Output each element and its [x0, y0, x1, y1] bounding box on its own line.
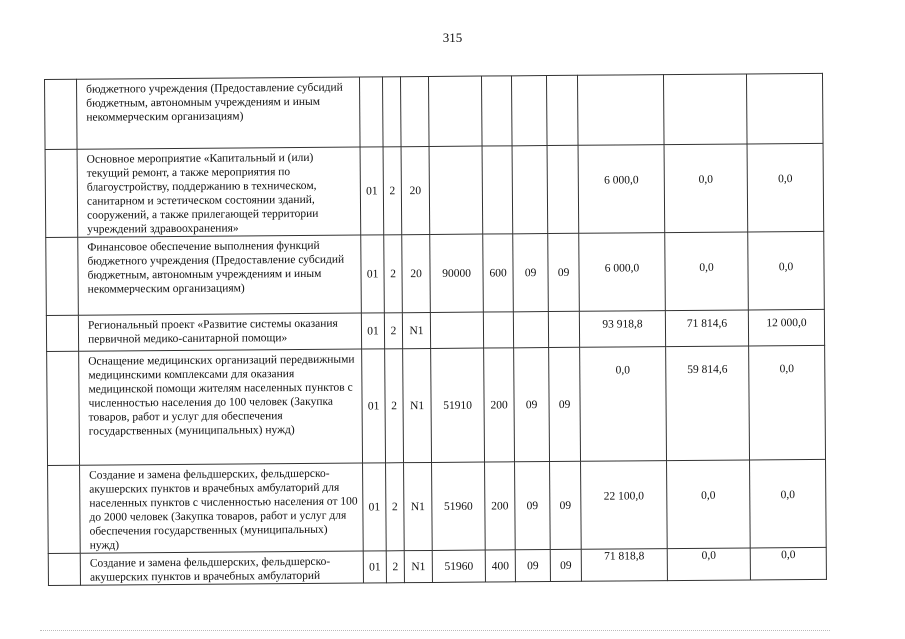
- code-cell-c4: [429, 146, 483, 234]
- code-cell-c5: 200: [484, 348, 515, 462]
- amount-cell-s2: 59 814,6: [666, 346, 750, 461]
- code-cell-c4: 90000: [430, 234, 484, 312]
- code-cell-c1: 01: [363, 463, 387, 551]
- code-cell-c7: [547, 145, 579, 233]
- code-cell-c3: N1: [403, 348, 432, 462]
- amount-cell-s3: 0,0: [750, 547, 826, 580]
- row-number-cell: [45, 79, 78, 149]
- code-cell-c6: 09: [513, 234, 549, 312]
- code-cell-c6: [512, 146, 548, 234]
- code-cell-c5: 200: [485, 462, 516, 550]
- amount-cell-s3: 0,0: [747, 143, 824, 232]
- code-cell-c2: 2: [384, 235, 403, 313]
- code-cell-c2: 2: [383, 147, 402, 235]
- amount-cell-s2: [663, 74, 747, 145]
- code-cell-c5: [481, 76, 512, 146]
- amount-cell-s1: 93 918,8: [579, 311, 665, 348]
- code-cell-c6: [511, 76, 547, 146]
- table-row: [48, 459, 827, 553]
- row-name-cell: бюджетного учреждения (Предоставление субсидий бюджетным, автономным учреждениям и иным некоммерческим организациям): [77, 77, 361, 149]
- amount-cell-s1: [577, 75, 664, 146]
- code-cell-c2: 2: [386, 551, 404, 583]
- code-cell-c5: [483, 312, 513, 348]
- table-row: [46, 309, 824, 351]
- amount-cell-s2: 71 814,6: [665, 310, 748, 347]
- code-cell-c1: [359, 77, 383, 147]
- row-number-cell: [48, 553, 80, 585]
- code-cell-c2: 2: [384, 313, 402, 349]
- code-cell-c4: [430, 312, 483, 348]
- code-cell-c6: 09: [515, 462, 551, 550]
- amount-cell-s2: 0,0: [667, 548, 750, 581]
- row-name-cell: Создание и замена фельдшерских, фельдшерско-акушерских пунктов и врачебных амбулаторий для населенных пунктов с численностью населения от 100 до 2000 человек (Закупка товаров, работ и услуг для обеспечения государственных (муниципальных) нужд): [80, 463, 364, 553]
- amount-cell-s2: 0,0: [664, 144, 748, 233]
- row-number-cell: [46, 237, 79, 315]
- row-name-cell: Финансовое обеспечение выполнения функций бюджетного учреждения (Предоставление субсидий бюджетным, автономным учреждениям и иным некоммерческим организациям): [78, 235, 362, 315]
- code-cell-c7: [548, 311, 579, 347]
- code-cell-c3: 20: [402, 234, 431, 312]
- amount-cell-s1: 0,0: [580, 347, 667, 462]
- budget-table: [44, 73, 827, 586]
- code-cell-c5: 600: [483, 234, 514, 312]
- code-cell-c2: 2: [385, 349, 404, 463]
- amount-cell-s3: 0,0: [749, 345, 826, 460]
- code-cell-c3: [400, 76, 429, 146]
- table-row: [45, 73, 824, 149]
- code-cell-c7: 09: [549, 347, 581, 461]
- row-name-cell: Региональный проект «Развитие системы оказания первичной медико-санитарной помощи»: [78, 313, 361, 351]
- code-cell-c1: 01: [362, 349, 386, 463]
- code-cell-c3: N1: [404, 462, 433, 550]
- row-number-cell: [46, 315, 78, 351]
- code-cell-c6: [513, 312, 548, 348]
- amount-cell-s1: 6 000,0: [578, 145, 665, 234]
- amount-cell-s2: 0,0: [667, 460, 751, 549]
- code-cell-c2: [382, 77, 401, 147]
- code-cell-c4: 51960: [432, 550, 485, 582]
- row-number-cell: [47, 351, 80, 465]
- row-number-cell: [45, 149, 78, 237]
- code-cell-c5: [482, 146, 513, 234]
- code-cell-c7: 09: [550, 549, 581, 581]
- code-cell-c6: 09: [514, 348, 550, 462]
- table-row: [48, 547, 826, 585]
- row-number-cell: [48, 465, 81, 553]
- code-cell-c4: 51910: [431, 348, 485, 462]
- amount-cell-s1: 22 100,0: [581, 461, 668, 550]
- code-cell-c3: N1: [402, 312, 430, 348]
- row-name-cell: Оснащение медицинских организаций передвижными медицинскими комплексами для оказания медицинской помощи жителям населенных пунктов с численностью населения до 100 человек (Закупка товаров, работ и услуг для обеспечения государственных (муниципальных) нужд): [79, 349, 363, 465]
- amount-cell-s1: 6 000,0: [579, 233, 666, 312]
- code-cell-c7: [546, 75, 578, 145]
- table-row: [46, 231, 825, 315]
- code-cell-c3: N1: [404, 550, 432, 582]
- code-cell-c7: 09: [550, 461, 582, 549]
- row-name-cell: Основное мероприятие «Капитальный и (или) текущий ремонт, а также мероприятия по благоустройству, поддержанию в техническом, санитарном и эстетическом состоянии зданий, сооружений, а также прилегающей территории учреждений здравоохранения»: [77, 147, 361, 237]
- amount-cell-s3: [746, 73, 823, 144]
- amount-cell-s3: 0,0: [748, 231, 825, 310]
- amount-cell-s2: 0,0: [665, 232, 749, 311]
- page-number: 315: [442, 30, 463, 45]
- code-cell-c4: 51960: [432, 462, 486, 550]
- table-row: [45, 143, 824, 237]
- code-cell-c2: 2: [386, 463, 405, 551]
- code-cell-c1: 01: [361, 235, 385, 313]
- table-row: [47, 345, 826, 465]
- code-cell-c6: 09: [515, 550, 550, 582]
- code-cell-c1: 01: [361, 313, 384, 349]
- code-cell-c7: 09: [548, 233, 580, 311]
- amount-cell-s3: 12 000,0: [748, 309, 824, 346]
- amount-cell-s1: 71 818,8: [581, 549, 667, 582]
- code-cell-c4: [428, 76, 482, 146]
- code-cell-c3: 20: [401, 146, 430, 234]
- amount-cell-s3: 0,0: [750, 459, 827, 548]
- row-name-cell: Создание и замена фельдшерских, фельдшерско-акушерских пунктов и врачебных амбулаторий: [80, 551, 363, 585]
- footer-rule: [40, 630, 830, 631]
- code-cell-c1: 01: [363, 551, 386, 583]
- code-cell-c5: 400: [485, 550, 515, 582]
- code-cell-c1: 01: [360, 147, 384, 235]
